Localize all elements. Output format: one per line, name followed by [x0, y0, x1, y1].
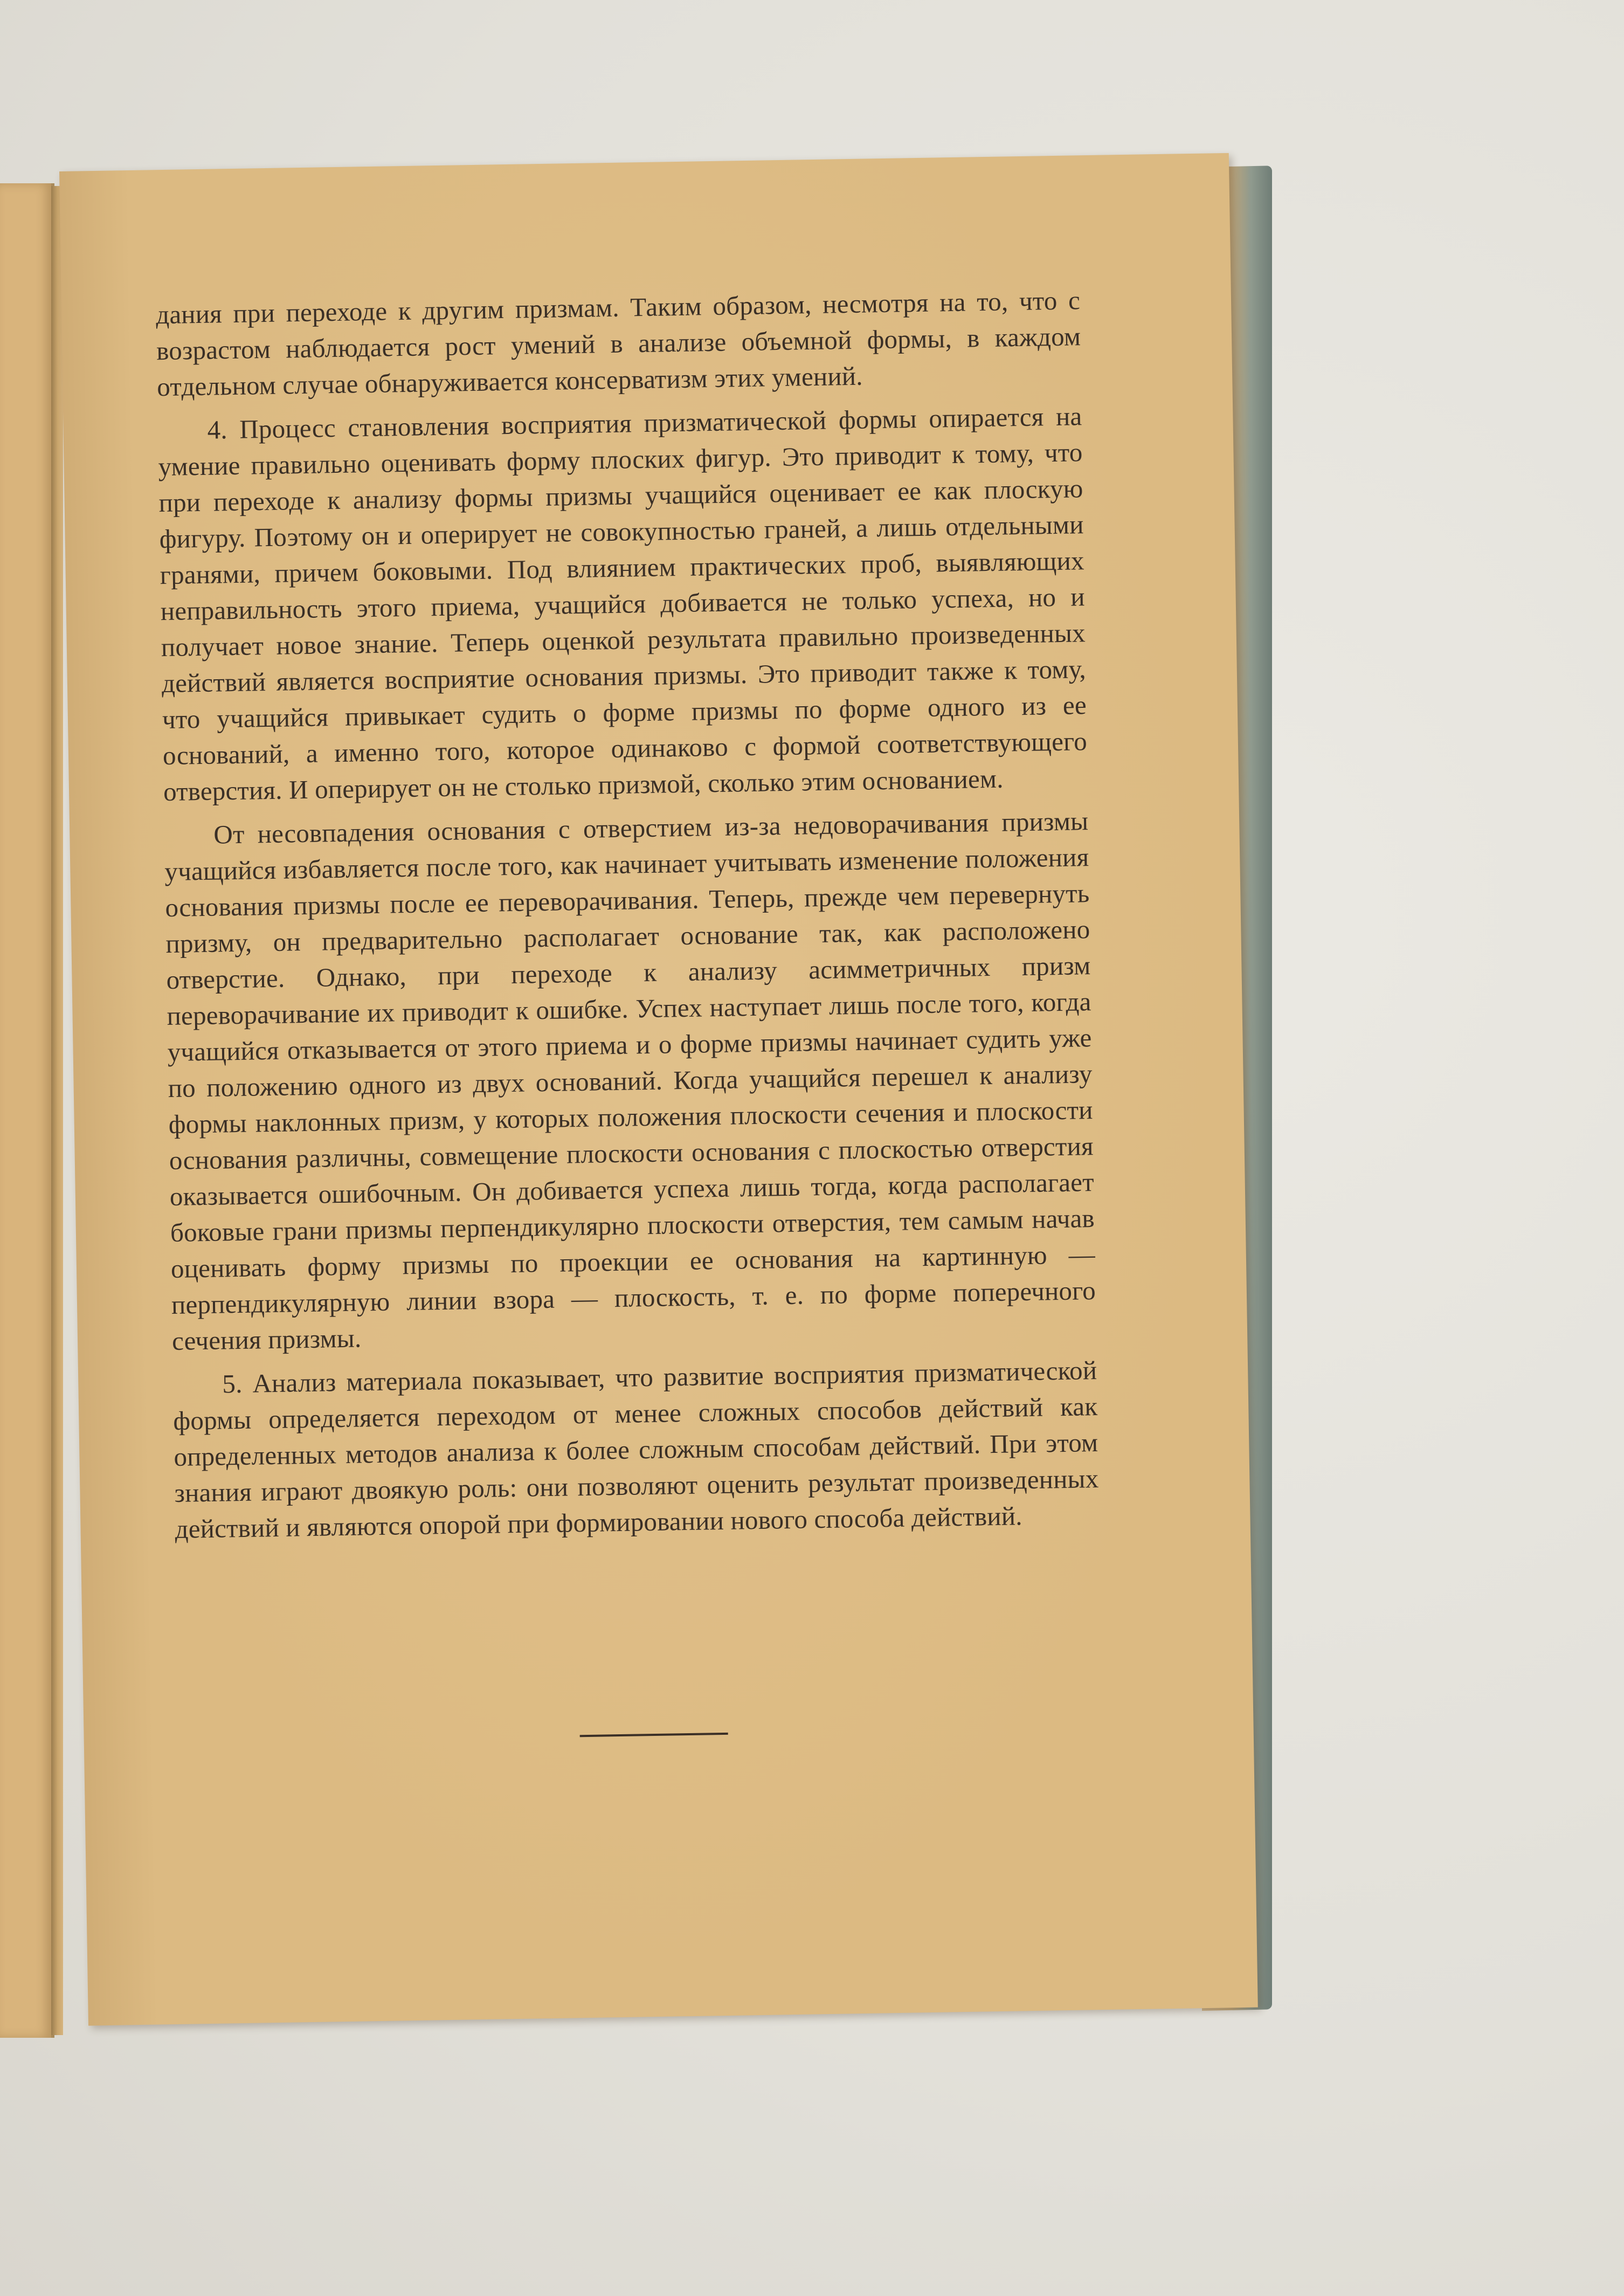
paragraph-rotation: От несовпадения основания с отверстием из-за недоворачивания призмы учащийся избавляется после того, как начинает учитывать изменение положения основания призмы после ее переворачивания. Теперь, прежде чем перевернуть призму, он предварительно располагает основание так, как расположено отверстие. Однако, при переходе к анализу асимметричных призм переворачивание их приводит к ошибке. Успех наступает лишь после того, когда учащийся отказывается от этого приема и о форме призмы начинает судить уже по положению одного из двух оснований. Когда учащийся перешел к анализу формы наклонных призм, у которых положения плоскости сечения и плоскости основания различны, совмещение плоскости основания с плоскостью отверстия оказывается ошибочным. Он добивается успеха лишь тогда, когда располагает боковые грани призмы перпендикулярно плоскости отверстия, тем самым начав оценивать форму призмы по проекции ее основания на картинную — перпендикулярную линии взора — плоскость, т. е. по форме поперечного сечения призмы. [164, 806, 1096, 1356]
page-text [156, 282, 1100, 1555]
previous-page-edge [0, 183, 54, 2038]
paragraph-point-5: 5. Анализ материала показывает, что развитие восприятия призматической формы определяется переходом от менее сложных способов действий как определенных методов анализа к более сложным способам действий. При этом знания играют двоякую роль: они позволяют оценить результат произведенных действий и являются опорой при формировании нового способа действий. [172, 1355, 1099, 1544]
paragraph-continuation: дания при переходе к другим призмам. Таким образом, несмотря на то, что с возрастом наблюдается рост умений в анализе объемной формы, в каждом отдельном случае обнаруживается консерватизм этих умений. [155, 285, 1081, 402]
paragraph-point-4: 4. Процесс становления восприятия призматической формы опирается на умение правильно оценивать форму плоских фигур. Это приводит к тому, что при переходе к анализу формы призмы учащийся оценивает ее как плоскую фигуру. Поэтому он и оперирует не совокупностью граней, а лишь отдельными гранями, причем боковыми. Под влиянием практических проб, выявляющих неправильность этого приема, учащийся добивается не только успеха, но и получает новое знание. Теперь оценкой результата правильно произведенных действий является восприятие основания призмы. Это приводит также к тому, что учащийся привыкает судить о форме призмы по форме одного из ее оснований, а именно того, которое одинаково с формой соответствующего отверстия. И оперирует он не столько призмой, сколько этим основанием. [158, 401, 1088, 807]
book-page [59, 153, 1258, 2026]
book-gutter [51, 186, 63, 2035]
end-rule-divider [580, 1733, 728, 1737]
